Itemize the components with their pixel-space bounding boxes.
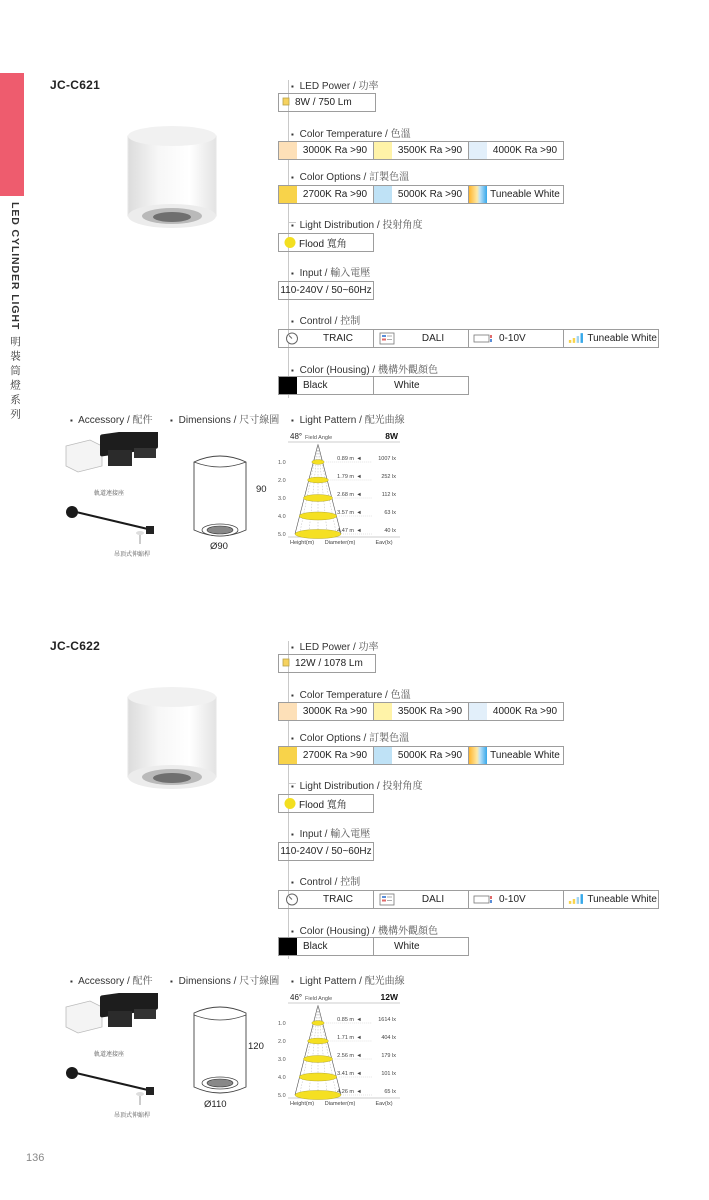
control-tuneable-white: Tuneable White (563, 329, 659, 348)
flood-dot-icon (279, 234, 297, 251)
chart-axis-label: Diameter(m) (324, 1101, 356, 1107)
chart-field-label: Field Angle (305, 435, 333, 441)
dimension-top-edge (194, 1015, 246, 1020)
chart-diameter-label: 1.79 m (337, 474, 354, 480)
chart-arrow: ◄ (356, 1035, 362, 1041)
light-pattern-chart (276, 430, 406, 550)
power-row (278, 93, 376, 112)
cone-left-edge (295, 444, 318, 534)
model-number: JC-C621 (50, 78, 101, 92)
control-row (278, 329, 659, 348)
chart-eav-label: 404 lx (381, 1035, 396, 1041)
chart-eav-label: 65 lx (384, 1089, 396, 1095)
caption-suspension-rod: 吊頂式伸縮桿 (114, 552, 151, 558)
cone-ray (318, 1005, 327, 1095)
housing-white: White (373, 937, 469, 956)
bulb-icon (279, 655, 293, 672)
beam-ellipse-4 (299, 1073, 337, 1081)
product-photo (118, 118, 226, 236)
beam-ellipse-3 (303, 1056, 332, 1063)
dimension-height: 120 (248, 1041, 264, 1052)
label-en: LED Power (299, 642, 351, 653)
chart-diameter-label: 4.47 m (337, 528, 354, 534)
label-light-pattern: ▪ Light Pattern / 配光曲線 (291, 411, 405, 426)
chart-arrow: ◄ (356, 456, 362, 462)
swatch-4000k (469, 703, 487, 720)
housing-white: White (373, 376, 469, 395)
chart-height-label: 4.0 (278, 1075, 286, 1081)
option-tuneable-white: Tuneable White (468, 185, 564, 204)
chart-wattage: 8W (385, 431, 398, 441)
control-traic: TRAIC (278, 890, 374, 909)
power-value-box (278, 654, 376, 673)
chart-diameter-label: 4.26 m (337, 1089, 354, 1095)
input-voltage: 110-240V / 50~60Hz (278, 842, 374, 861)
signal-bars-icon (564, 891, 587, 908)
suspension-rod-image (60, 1061, 160, 1107)
option-tuneable-white: Tuneable White (468, 746, 564, 765)
option-5000k: 5000K Ra >90 (373, 185, 469, 204)
side-title-zh: 明裝筒燈系列 (9, 336, 21, 424)
label-control: ▪ Control / 控制 (291, 873, 360, 888)
label-light-distribution: ▪ Light Distribution / 投射角度 (291, 216, 422, 231)
cct-4000k: 4000K Ra >90 (468, 141, 564, 160)
track-adapter-image (62, 993, 166, 1041)
cct-row (278, 702, 564, 721)
chart-height-label: 2.0 (278, 1039, 286, 1045)
cct-row (278, 141, 564, 160)
chart-diameter-label: 2.68 m (337, 492, 354, 498)
swatch-5000k (374, 747, 392, 764)
chart-eav-label: 1007 lx (378, 456, 396, 462)
chart-eav-label: 40 lx (384, 528, 396, 534)
light-pattern-svg (276, 991, 406, 1111)
label-zh: 功率 (358, 81, 379, 92)
side-title-en: LED CYLINDER LIGHT (9, 202, 21, 331)
swatch-white (374, 377, 392, 394)
chart-arrow: ◄ (356, 528, 362, 534)
beam-ellipse-4 (299, 512, 337, 520)
suspension-rod-image (60, 500, 160, 546)
caption-track-adapter: 軌道連接座 (94, 1052, 125, 1058)
input-row (278, 842, 374, 861)
label-en: LED Power (299, 81, 351, 92)
cone-ray (309, 1005, 318, 1095)
housing-row (278, 376, 469, 395)
dali-panel-icon (374, 330, 398, 347)
product-top (128, 126, 216, 146)
options-row (278, 746, 564, 765)
chart-diameter-label: 3.57 m (337, 510, 354, 516)
distribution-flood: Flood 寬角 (278, 233, 374, 252)
label-color-options: ▪ Color Options / 訂製色溫 (291, 729, 409, 744)
cone-ray (300, 1005, 318, 1095)
bulb-icon (279, 94, 293, 111)
chart-height-label: 3.0 (278, 496, 286, 502)
chart-height-label: 1.0 (278, 460, 286, 466)
cone-ray (318, 444, 327, 534)
beam-ellipse-3 (303, 495, 332, 502)
signal-bars-icon (564, 330, 587, 347)
chart-wattage: 12W (380, 992, 398, 1002)
light-pattern-svg (276, 430, 406, 550)
cct-3000k: 3000K Ra >90 (278, 702, 374, 721)
product-photo (118, 679, 226, 797)
swatch-black (279, 938, 297, 955)
chart-eav-label: 1614 lx (378, 1017, 396, 1023)
distribution-row (278, 233, 374, 252)
housing-black: Black (278, 376, 374, 395)
label-dimensions: ▪ Dimensions / 尺寸線圖 (170, 972, 279, 987)
chart-diameter-label: 2.56 m (337, 1053, 354, 1059)
dimension-diameter: Ø110 (204, 1099, 227, 1110)
dimmer-switch-icon (469, 891, 497, 908)
chart-field-angle: 46° (290, 993, 303, 1002)
dial-icon (279, 330, 303, 347)
chart-arrow: ◄ (356, 1053, 362, 1059)
caption-suspension-rod: 吊頂式伸縮桿 (114, 1113, 151, 1119)
cone-ray (309, 444, 318, 534)
product-lens (153, 773, 191, 783)
distribution-row (278, 794, 374, 813)
chart-axis-label: Height(m) (290, 1101, 315, 1107)
dali-panel-icon (374, 891, 398, 908)
control-row (278, 890, 659, 909)
chart-diameter-label: 3.41 m (337, 1071, 354, 1077)
input-voltage: 110-240V / 50~60Hz (278, 281, 374, 300)
page-number: 136 (26, 1152, 45, 1164)
chart-arrow: ◄ (356, 510, 362, 516)
label-color-temperature: ▪ Color Temperature / 色溫 (291, 125, 411, 140)
product-top (128, 687, 216, 707)
chart-axis-label: Eav(lx) (375, 1101, 393, 1107)
label-accessory: ▪ Accessory / 配件 (70, 411, 153, 426)
label-color-options: ▪ Color Options / 訂製色溫 (291, 168, 409, 183)
chart-eav-label: 101 lx (381, 1071, 396, 1077)
beam-ellipse-1 (312, 1021, 324, 1026)
label-accessory: ▪ Accessory / 配件 (70, 972, 153, 987)
label-light-pattern: ▪ Light Pattern / 配光曲線 (291, 972, 405, 987)
swatch-5000k (374, 186, 392, 203)
chart-arrow: ◄ (356, 1071, 362, 1077)
chart-diameter-label: 1.71 m (337, 1035, 354, 1041)
cct-3500k: 3500K Ra >90 (373, 702, 469, 721)
chart-eav-label: 112 lx (381, 492, 396, 498)
chart-height-label: 5.0 (278, 532, 286, 538)
cone-ray (300, 444, 318, 534)
control-traic: TRAIC (278, 329, 374, 348)
cct-3000k: 3000K Ra >90 (278, 141, 374, 160)
cct-4000k: 4000K Ra >90 (468, 702, 564, 721)
option-5000k: 5000K Ra >90 (373, 746, 469, 765)
dial-icon (279, 891, 303, 908)
dimension-drawing (190, 448, 250, 548)
dimmer-switch-icon (469, 330, 497, 347)
housing-black: Black (278, 937, 374, 956)
track-adapter-image (62, 432, 166, 480)
chart-eav-label: 179 lx (381, 1053, 396, 1059)
flood-dot-icon (279, 795, 297, 812)
control-dali: DALI (373, 329, 469, 348)
housing-row (278, 937, 469, 956)
swatch-tuneable (469, 186, 487, 203)
chart-axis-label: Eav(lx) (375, 540, 393, 546)
beam-ellipse-5 (295, 529, 341, 538)
cct-3500k: 3500K Ra >90 (373, 141, 469, 160)
beam-ellipse-5 (295, 1090, 341, 1099)
beam-ellipse-2 (308, 477, 329, 483)
distribution-flood: Flood 寬角 (278, 794, 374, 813)
label-color-temperature: ▪ Color Temperature / 色溫 (291, 686, 411, 701)
options-row (278, 185, 564, 204)
chart-height-label: 3.0 (278, 1057, 286, 1063)
caption-track-adapter: 軌道連接座 (94, 491, 125, 497)
label-control: ▪ Control / 控制 (291, 312, 360, 327)
cone-ray (318, 444, 336, 534)
label-dimensions: ▪ Dimensions / 尺寸線圖 (170, 411, 279, 426)
cone-left-edge (295, 1005, 318, 1095)
swatch-tuneable (469, 747, 487, 764)
chart-arrow: ◄ (356, 492, 362, 498)
power-value: 12W / 1078 Lm (295, 658, 363, 669)
chart-field-angle: 48° (290, 432, 303, 441)
chart-arrow: ◄ (356, 1017, 362, 1023)
product-section-jc-c621 (0, 0, 709, 558)
swatch-2700k (279, 186, 297, 203)
dimension-top-edge (194, 462, 246, 467)
chart-diameter-label: 0.85 m (337, 1017, 354, 1023)
label-input: ▪ Input / 輸入電壓 (291, 825, 370, 840)
control-dali: DALI (373, 890, 469, 909)
dimension-drawing (190, 1001, 250, 1101)
chart-eav-label: 252 lx (381, 474, 396, 480)
label-led-power: ▪ LED Power / 功率 (291, 77, 379, 92)
power-value: 8W / 750 Lm (295, 97, 352, 108)
option-2700k: 2700K Ra >90 (278, 746, 374, 765)
option-2700k: 2700K Ra >90 (278, 185, 374, 204)
swatch-3500k (374, 703, 392, 720)
product-lens (153, 212, 191, 222)
chart-axis-label: Height(m) (290, 540, 315, 546)
control-0-10v: 0-10V (468, 890, 564, 909)
swatch-3000k (279, 142, 297, 159)
chart-axis-label: Diameter(m) (324, 540, 356, 546)
label-input: ▪ Input / 輸入電壓 (291, 264, 370, 279)
swatch-black (279, 377, 297, 394)
control-tuneable-white: Tuneable White (563, 890, 659, 909)
label-zh: 功率 (358, 642, 379, 653)
cone-ray (318, 1005, 336, 1095)
label-light-distribution: ▪ Light Distribution / 投射角度 (291, 777, 422, 792)
beam-ellipse-1 (312, 460, 324, 465)
model-number: JC-C622 (50, 639, 101, 653)
label-housing-color: ▪ Color (Housing) / 機構外觀顏色 (291, 922, 438, 937)
chart-arrow: ◄ (356, 474, 362, 480)
chart-height-label: 1.0 (278, 1021, 286, 1027)
chart-height-label: 2.0 (278, 478, 286, 484)
swatch-white (374, 938, 392, 955)
dimension-reflector (207, 1079, 233, 1087)
beam-ellipse-2 (308, 1038, 329, 1044)
swatch-2700k (279, 747, 297, 764)
swatch-4000k (469, 142, 487, 159)
chart-height-label: 4.0 (278, 514, 286, 520)
dimension-diameter: Ø90 (210, 541, 228, 552)
swatch-3500k (374, 142, 392, 159)
input-row (278, 281, 374, 300)
chart-eav-label: 63 lx (384, 510, 396, 516)
control-0-10v: 0-10V (468, 329, 564, 348)
chart-arrow: ◄ (356, 1089, 362, 1095)
label-housing-color: ▪ Color (Housing) / 機構外觀顏色 (291, 361, 438, 376)
chart-diameter-label: 0.89 m (337, 456, 354, 462)
swatch-3000k (279, 703, 297, 720)
chart-height-label: 5.0 (278, 1093, 286, 1099)
dimension-reflector (207, 526, 233, 534)
power-row (278, 654, 376, 673)
chart-field-label: Field Angle (305, 996, 333, 1002)
dimension-height: 90 (256, 484, 267, 495)
light-pattern-chart (276, 991, 406, 1111)
product-section-jc-c622 (0, 561, 709, 1119)
power-value-box (278, 93, 376, 112)
label-led-power: ▪ LED Power / 功率 (291, 638, 379, 653)
